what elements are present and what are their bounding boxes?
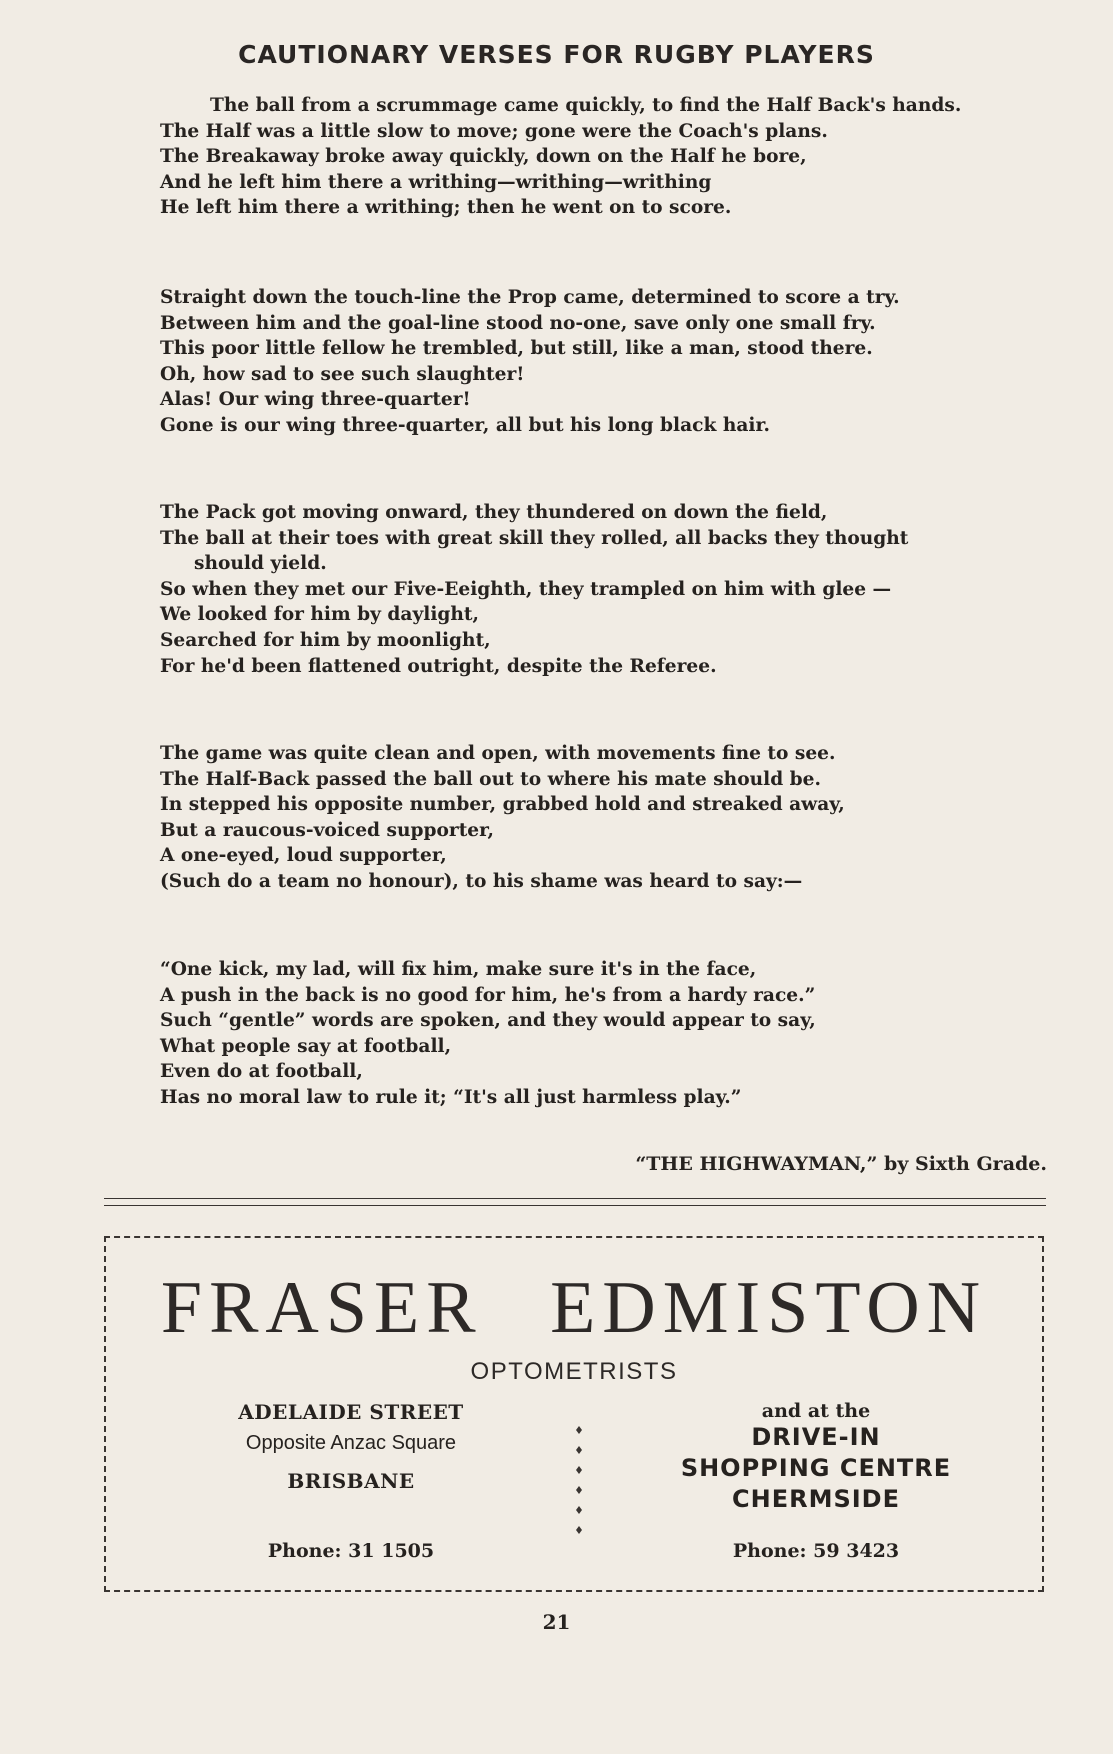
advert-landmark: Opposite Anzac Square: [245, 1432, 457, 1454]
stanza-1: [160, 93, 1050, 221]
poem-line: The ball at their toes with great skill they rolled, all backs they thought: [160, 527, 909, 549]
poem-line: should yield.: [194, 553, 327, 575]
advert-right-address: [666, 1400, 966, 1562]
poem-line: The game was quite clean and open, with movements fine to see.: [160, 743, 836, 764]
poem-line: Has no moral law to rule it; “It's all just harmless play.”: [160, 1086, 742, 1108]
advert-phone-left: Phone: 31 1505: [267, 1540, 435, 1562]
poem-line: The Breakaway broke away quickly, down on the Half he bore,: [160, 146, 807, 168]
poem-line: The Half-Back passed the ball out to where his mate should be.: [160, 768, 821, 790]
poem-line: Between him and the goal-line stood no-one, save only one small fry.: [160, 312, 876, 334]
advert-phone-right: Phone: 59 3423: [732, 1540, 900, 1562]
poem-line: He left him there a writhing; then he went on to score.: [160, 197, 732, 219]
poem-line: Straight down the touch-line the Prop came, determined to score a try.: [160, 287, 900, 308]
diamond-divider-icon: [574, 1424, 584, 1544]
advert-profession: OPTOMETRISTS: [470, 1358, 678, 1385]
stanza-2: [160, 285, 1050, 439]
poem-line: “One kick, my lad, will fix him, make sure it's in the face,: [160, 959, 757, 980]
poem-line: (Such do a team no honour), to his shame was heard to say:—: [160, 870, 803, 892]
poem-line: What people say at football,: [160, 1035, 452, 1057]
poem-line: Searched for him by moonlight,: [160, 629, 491, 651]
poem-line: For he'd been flattened outright, despite the Referee.: [160, 655, 717, 677]
page-number: 21: [542, 1610, 571, 1634]
poem-line: Alas! Our wing three-quarter!: [160, 389, 471, 411]
advert-centre-line3: CHERMSIDE: [732, 1485, 900, 1513]
poem-line: The Pack got moving onward, they thundered on down the field,: [160, 502, 828, 523]
advert-city: BRISBANE: [287, 1469, 415, 1493]
poem-line: Oh, how sad to see such slaughter!: [160, 363, 525, 385]
advert-also: and at the: [761, 1400, 871, 1422]
poem-line: So when they met our Five-Eeighth, they trampled on him with glee —: [160, 578, 892, 600]
page-title: CAUTIONARY VERSES FOR RUGBY PLAYERS: [238, 40, 875, 69]
divider-rule: [104, 1205, 1046, 1206]
poem-line: A one-eyed, loud supporter,: [160, 845, 447, 867]
poem-line: Even do at football,: [160, 1061, 363, 1083]
poem-line: The Half was a little slow to move; gone were the Coach's plans.: [160, 120, 828, 142]
poem-line: In stepped his opposite number, grabbed hold and streaked away,: [160, 794, 845, 816]
stanza-3: [160, 500, 1050, 679]
poem-line: We looked for him by daylight,: [160, 604, 479, 626]
advert-business-name: FRASER EDMISTON: [160, 1267, 988, 1349]
poem-line: The ball from a scrummage came quickly, to find the Half Back's hands.: [210, 95, 962, 116]
poem-line: This poor little fellow he trembled, but still, like a man, stood there.: [160, 338, 873, 360]
poem-line: A push in the back is no good for him, he's from a hardy race.”: [160, 984, 816, 1006]
poem-attribution: “THE HIGHWAYMAN,” by Sixth Grade.: [635, 1153, 1047, 1175]
divider-rule: [104, 1198, 1046, 1199]
advert-centre-line2: SHOPPING CENTRE: [680, 1454, 952, 1482]
advert-centre-line1: DRIVE-IN: [751, 1423, 881, 1451]
stanza-4: [160, 741, 1050, 895]
poem-line: Gone is our wing three-quarter, all but his long black hair.: [160, 414, 771, 436]
advert-street: ADELAIDE STREET: [238, 1400, 464, 1424]
poem-line: But a raucous-voiced supporter,: [160, 819, 495, 841]
advert-left-address: [206, 1400, 496, 1562]
stanza-5: [160, 957, 1050, 1111]
poem-line: Such “gentle” words are spoken, and they would appear to say,: [160, 1010, 816, 1032]
poem-line: And he left him there a writhing—writhing—writhing: [160, 171, 712, 193]
advertisement-box: [104, 1236, 1044, 1592]
